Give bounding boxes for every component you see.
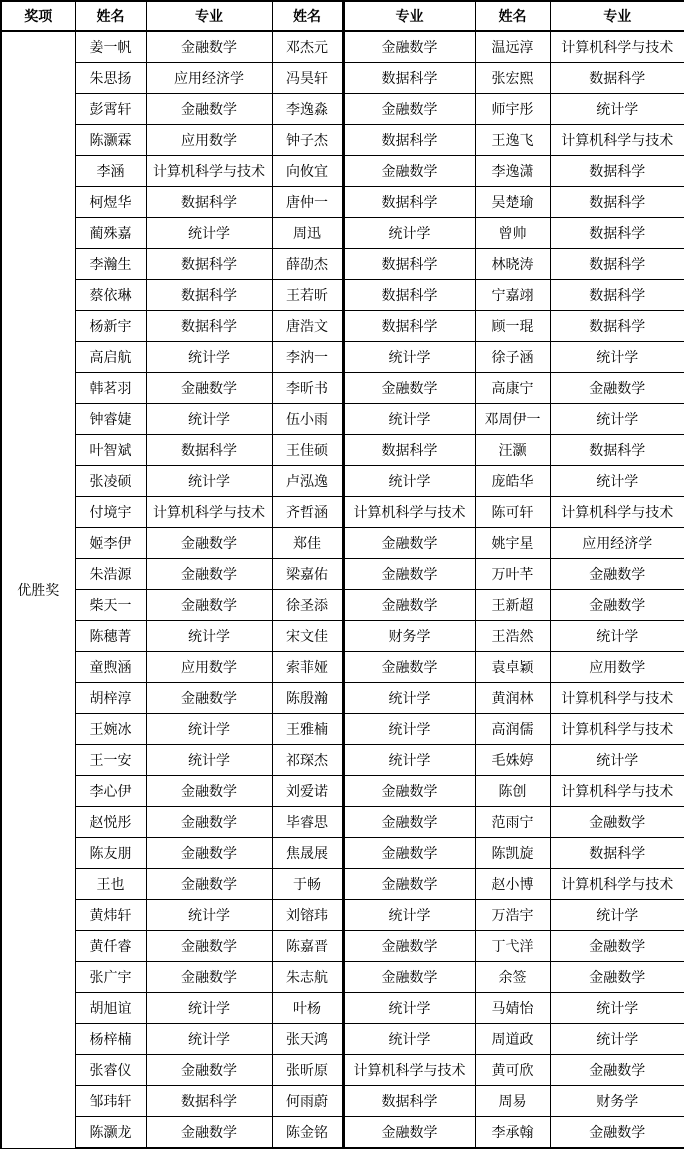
name-cell: 徐子涵	[475, 342, 550, 373]
major-cell: 数据科学	[146, 187, 272, 218]
name-cell: 张广宇	[75, 962, 146, 993]
major-cell: 统计学	[146, 714, 272, 745]
table-row	[1, 590, 684, 621]
name-cell: 朱浩源	[75, 559, 146, 590]
major-cell: 数据科学	[146, 435, 272, 466]
major-cell: 计算机科学与技术	[550, 776, 684, 807]
major-cell: 计算机科学与技术	[550, 869, 684, 900]
major-cell: 计算机科学与技术	[146, 497, 272, 528]
major-cell: 金融数学	[146, 528, 272, 559]
name-cell: 王也	[75, 869, 146, 900]
name-cell: 向攸宜	[272, 156, 343, 187]
table-row	[1, 745, 684, 776]
table-row	[1, 1024, 684, 1055]
name-cell: 于畅	[272, 869, 343, 900]
major-cell: 金融数学	[343, 156, 475, 187]
major-cell: 金融数学	[146, 869, 272, 900]
table-row	[1, 435, 684, 466]
table-row	[1, 280, 684, 311]
major-cell: 数据科学	[343, 435, 475, 466]
major-cell: 统计学	[550, 1024, 684, 1055]
major-cell: 金融数学	[550, 1117, 684, 1149]
name-cell: 索菲娅	[272, 652, 343, 683]
name-cell: 高康宁	[475, 373, 550, 404]
name-cell: 伍小雨	[272, 404, 343, 435]
name-cell: 吴楚瑜	[475, 187, 550, 218]
major-cell: 统计学	[550, 900, 684, 931]
major-cell: 统计学	[550, 745, 684, 776]
table-row	[1, 962, 684, 993]
name-cell: 薛劭杰	[272, 249, 343, 280]
name-cell: 赵小博	[475, 869, 550, 900]
name-cell: 邓周伊一	[475, 404, 550, 435]
table-row	[1, 373, 684, 404]
name-cell: 蔡依琳	[75, 280, 146, 311]
header-major-1: 专业	[146, 1, 272, 31]
major-cell: 统计学	[550, 94, 684, 125]
major-cell: 应用数学	[550, 652, 684, 683]
table-row	[1, 652, 684, 683]
name-cell: 范雨宁	[475, 807, 550, 838]
name-cell: 张凌硕	[75, 466, 146, 497]
name-cell: 刘镕玮	[272, 900, 343, 931]
major-cell: 统计学	[343, 342, 475, 373]
name-cell: 陈穗菁	[75, 621, 146, 652]
major-cell: 金融数学	[343, 807, 475, 838]
name-cell: 陈嘉晋	[272, 931, 343, 962]
major-cell: 统计学	[343, 900, 475, 931]
name-cell: 唐仲一	[272, 187, 343, 218]
major-cell: 数据科学	[550, 187, 684, 218]
name-cell: 李涵	[75, 156, 146, 187]
name-cell: 温远淳	[475, 31, 550, 63]
table-row	[1, 683, 684, 714]
name-cell: 陈殷瀚	[272, 683, 343, 714]
name-cell: 张天鸿	[272, 1024, 343, 1055]
major-cell: 金融数学	[146, 31, 272, 63]
name-cell: 徐圣添	[272, 590, 343, 621]
major-cell: 计算机科学与技术	[550, 31, 684, 63]
table-row	[1, 187, 684, 218]
table-row	[1, 466, 684, 497]
name-cell: 梁嘉佑	[272, 559, 343, 590]
major-cell: 计算机科学与技术	[343, 1055, 475, 1086]
major-cell: 财务学	[550, 1086, 684, 1117]
name-cell: 钟睿婕	[75, 404, 146, 435]
name-cell: 王一安	[75, 745, 146, 776]
major-cell: 金融数学	[146, 683, 272, 714]
name-cell: 陈可轩	[475, 497, 550, 528]
major-cell: 统计学	[146, 900, 272, 931]
name-cell: 李逸潇	[475, 156, 550, 187]
table-row	[1, 1117, 684, 1149]
name-cell: 朱志航	[272, 962, 343, 993]
major-cell: 应用数学	[146, 125, 272, 156]
name-cell: 郑佳	[272, 528, 343, 559]
major-cell: 应用经济学	[146, 63, 272, 94]
name-cell: 陈友朋	[75, 838, 146, 869]
major-cell: 统计学	[550, 466, 684, 497]
name-cell: 陈灏龙	[75, 1117, 146, 1149]
major-cell: 数据科学	[343, 125, 475, 156]
name-cell: 黄可欣	[475, 1055, 550, 1086]
major-cell: 数据科学	[550, 838, 684, 869]
name-cell: 唐浩文	[272, 311, 343, 342]
name-cell: 黄润林	[475, 683, 550, 714]
major-cell: 金融数学	[343, 31, 475, 63]
table-row	[1, 311, 684, 342]
table-row	[1, 1086, 684, 1117]
table-row	[1, 714, 684, 745]
major-cell: 金融数学	[343, 94, 475, 125]
major-cell: 金融数学	[343, 1117, 475, 1149]
name-cell: 姚宇星	[475, 528, 550, 559]
major-cell: 金融数学	[343, 869, 475, 900]
table-row	[1, 776, 684, 807]
name-cell: 汪灏	[475, 435, 550, 466]
major-cell: 金融数学	[550, 373, 684, 404]
name-cell: 高启航	[75, 342, 146, 373]
name-cell: 蔺殊嘉	[75, 218, 146, 249]
major-cell: 统计学	[343, 218, 475, 249]
name-cell: 王逸飞	[475, 125, 550, 156]
name-cell: 柯煜华	[75, 187, 146, 218]
table-row	[1, 31, 684, 63]
name-cell: 杨新宇	[75, 311, 146, 342]
major-cell: 统计学	[146, 218, 272, 249]
major-cell: 统计学	[146, 993, 272, 1024]
major-cell: 金融数学	[343, 962, 475, 993]
major-cell: 金融数学	[343, 373, 475, 404]
name-cell: 周易	[475, 1086, 550, 1117]
table-row	[1, 559, 684, 590]
name-cell: 祁琛杰	[272, 745, 343, 776]
name-cell: 胡梓淳	[75, 683, 146, 714]
major-cell: 统计学	[550, 342, 684, 373]
name-cell: 袁卓颖	[475, 652, 550, 683]
major-cell: 金融数学	[146, 559, 272, 590]
major-cell: 统计学	[343, 1024, 475, 1055]
name-cell: 胡旭谊	[75, 993, 146, 1024]
name-cell: 柴天一	[75, 590, 146, 621]
major-cell: 金融数学	[146, 931, 272, 962]
major-cell: 统计学	[146, 342, 272, 373]
major-cell: 金融数学	[146, 94, 272, 125]
table-body	[1, 31, 684, 1148]
major-cell: 统计学	[343, 993, 475, 1024]
name-cell: 马婧怡	[475, 993, 550, 1024]
table-row	[1, 94, 684, 125]
major-cell: 计算机科学与技术	[550, 683, 684, 714]
header-major-2: 专业	[343, 1, 475, 31]
major-cell: 统计学	[550, 621, 684, 652]
name-cell: 付境宇	[75, 497, 146, 528]
major-cell: 金融数学	[146, 807, 272, 838]
name-cell: 宋文佳	[272, 621, 343, 652]
major-cell: 金融数学	[146, 962, 272, 993]
name-cell: 顾一琨	[475, 311, 550, 342]
major-cell: 金融数学	[550, 590, 684, 621]
name-cell: 姜一帆	[75, 31, 146, 63]
name-cell: 焦晟展	[272, 838, 343, 869]
major-cell: 数据科学	[343, 311, 475, 342]
major-cell: 统计学	[146, 745, 272, 776]
name-cell: 王雅楠	[272, 714, 343, 745]
major-cell: 金融数学	[343, 528, 475, 559]
table-row	[1, 156, 684, 187]
table-row	[1, 838, 684, 869]
table-row	[1, 1055, 684, 1086]
name-cell: 李承翰	[475, 1117, 550, 1149]
header-name-2: 姓名	[272, 1, 343, 31]
table-row	[1, 125, 684, 156]
major-cell: 金融数学	[146, 590, 272, 621]
name-cell: 李昕书	[272, 373, 343, 404]
major-cell: 数据科学	[550, 218, 684, 249]
name-cell: 钟子杰	[272, 125, 343, 156]
major-cell: 金融数学	[343, 776, 475, 807]
major-cell: 统计学	[146, 404, 272, 435]
name-cell: 张昕原	[272, 1055, 343, 1086]
name-cell: 陈凯旋	[475, 838, 550, 869]
major-cell: 金融数学	[343, 838, 475, 869]
major-cell: 数据科学	[550, 63, 684, 94]
table-row	[1, 621, 684, 652]
major-cell: 统计学	[146, 1024, 272, 1055]
name-cell: 师宇彤	[475, 94, 550, 125]
major-cell: 统计学	[146, 621, 272, 652]
major-cell: 数据科学	[550, 156, 684, 187]
major-cell: 计算机科学与技术	[343, 497, 475, 528]
major-cell: 金融数学	[550, 807, 684, 838]
name-cell: 王浩然	[475, 621, 550, 652]
name-cell: 王新超	[475, 590, 550, 621]
name-cell: 王佳硕	[272, 435, 343, 466]
major-cell: 金融数学	[550, 1055, 684, 1086]
name-cell: 高润儒	[475, 714, 550, 745]
name-cell: 卢泓逸	[272, 466, 343, 497]
table-row	[1, 993, 684, 1024]
name-cell: 张宏熙	[475, 63, 550, 94]
award-cell: 优胜奖	[1, 31, 75, 1148]
major-cell: 计算机科学与技术	[146, 156, 272, 187]
major-cell: 数据科学	[550, 249, 684, 280]
header-name-3: 姓名	[475, 1, 550, 31]
name-cell: 朱思扬	[75, 63, 146, 94]
name-cell: 余签	[475, 962, 550, 993]
name-cell: 宁嘉翊	[475, 280, 550, 311]
name-cell: 毕睿思	[272, 807, 343, 838]
name-cell: 杨梓楠	[75, 1024, 146, 1055]
major-cell: 数据科学	[343, 280, 475, 311]
name-cell: 何雨蔚	[272, 1086, 343, 1117]
table-row	[1, 249, 684, 280]
name-cell: 张睿仪	[75, 1055, 146, 1086]
name-cell: 李逸淼	[272, 94, 343, 125]
major-cell: 统计学	[550, 404, 684, 435]
name-cell: 叶智斌	[75, 435, 146, 466]
name-cell: 庞皓华	[475, 466, 550, 497]
name-cell: 齐哲涵	[272, 497, 343, 528]
major-cell: 金融数学	[146, 1055, 272, 1086]
major-cell: 金融数学	[550, 559, 684, 590]
major-cell: 数据科学	[550, 311, 684, 342]
major-cell: 金融数学	[146, 1117, 272, 1149]
major-cell: 统计学	[343, 714, 475, 745]
major-cell: 金融数学	[146, 838, 272, 869]
header-award: 奖项	[1, 1, 75, 31]
table-row	[1, 931, 684, 962]
name-cell: 邓杰元	[272, 31, 343, 63]
major-cell: 金融数学	[550, 962, 684, 993]
major-cell: 财务学	[343, 621, 475, 652]
table-row	[1, 497, 684, 528]
header-row	[1, 1, 684, 31]
major-cell: 计算机科学与技术	[550, 497, 684, 528]
table-row	[1, 807, 684, 838]
name-cell: 黄炜轩	[75, 900, 146, 931]
major-cell: 统计学	[343, 745, 475, 776]
table-row	[1, 900, 684, 931]
major-cell: 数据科学	[146, 249, 272, 280]
name-cell: 毛姝婷	[475, 745, 550, 776]
major-cell: 数据科学	[343, 249, 475, 280]
major-cell: 应用数学	[146, 652, 272, 683]
header-major-3: 专业	[550, 1, 684, 31]
major-cell: 金融数学	[146, 373, 272, 404]
table-row	[1, 404, 684, 435]
name-cell: 李瀚生	[75, 249, 146, 280]
table-row	[1, 218, 684, 249]
table-row	[1, 528, 684, 559]
major-cell: 统计学	[550, 993, 684, 1024]
name-cell: 周迅	[272, 218, 343, 249]
name-cell: 丁弋洋	[475, 931, 550, 962]
table-row	[1, 342, 684, 373]
major-cell: 应用经济学	[550, 528, 684, 559]
name-cell: 陈创	[475, 776, 550, 807]
major-cell: 统计学	[343, 466, 475, 497]
major-cell: 金融数学	[343, 652, 475, 683]
major-cell: 数据科学	[343, 1086, 475, 1117]
major-cell: 金融数学	[343, 931, 475, 962]
name-cell: 王若昕	[272, 280, 343, 311]
name-cell: 周道政	[475, 1024, 550, 1055]
name-cell: 赵悦彤	[75, 807, 146, 838]
major-cell: 数据科学	[146, 280, 272, 311]
name-cell: 王婉冰	[75, 714, 146, 745]
name-cell: 韩茗羽	[75, 373, 146, 404]
major-cell: 计算机科学与技术	[550, 125, 684, 156]
name-cell: 姬李伊	[75, 528, 146, 559]
table-row	[1, 869, 684, 900]
name-cell: 万叶芊	[475, 559, 550, 590]
major-cell: 金融数学	[146, 776, 272, 807]
name-cell: 李心伊	[75, 776, 146, 807]
name-cell: 黄仟睿	[75, 931, 146, 962]
major-cell: 数据科学	[146, 311, 272, 342]
major-cell: 数据科学	[343, 187, 475, 218]
major-cell: 统计学	[343, 683, 475, 714]
name-cell: 邹玮轩	[75, 1086, 146, 1117]
name-cell: 童煦涵	[75, 652, 146, 683]
major-cell: 数据科学	[550, 280, 684, 311]
major-cell: 金融数学	[343, 590, 475, 621]
major-cell: 统计学	[146, 466, 272, 497]
name-cell: 冯昊轩	[272, 63, 343, 94]
table-row	[1, 63, 684, 94]
name-cell: 李汭一	[272, 342, 343, 373]
major-cell: 数据科学	[550, 435, 684, 466]
major-cell: 统计学	[343, 404, 475, 435]
name-cell: 刘爱诺	[272, 776, 343, 807]
name-cell: 叶杨	[272, 993, 343, 1024]
major-cell: 金融数学	[343, 559, 475, 590]
header-name-1: 姓名	[75, 1, 146, 31]
name-cell: 曾帅	[475, 218, 550, 249]
major-cell: 数据科学	[146, 1086, 272, 1117]
major-cell: 计算机科学与技术	[550, 714, 684, 745]
major-cell: 金融数学	[550, 931, 684, 962]
major-cell: 数据科学	[343, 63, 475, 94]
name-cell: 陈灏霖	[75, 125, 146, 156]
name-cell: 彭霄轩	[75, 94, 146, 125]
name-cell: 陈金铭	[272, 1117, 343, 1149]
table-header	[1, 1, 684, 31]
name-cell: 林晓涛	[475, 249, 550, 280]
name-cell: 万浩宇	[475, 900, 550, 931]
